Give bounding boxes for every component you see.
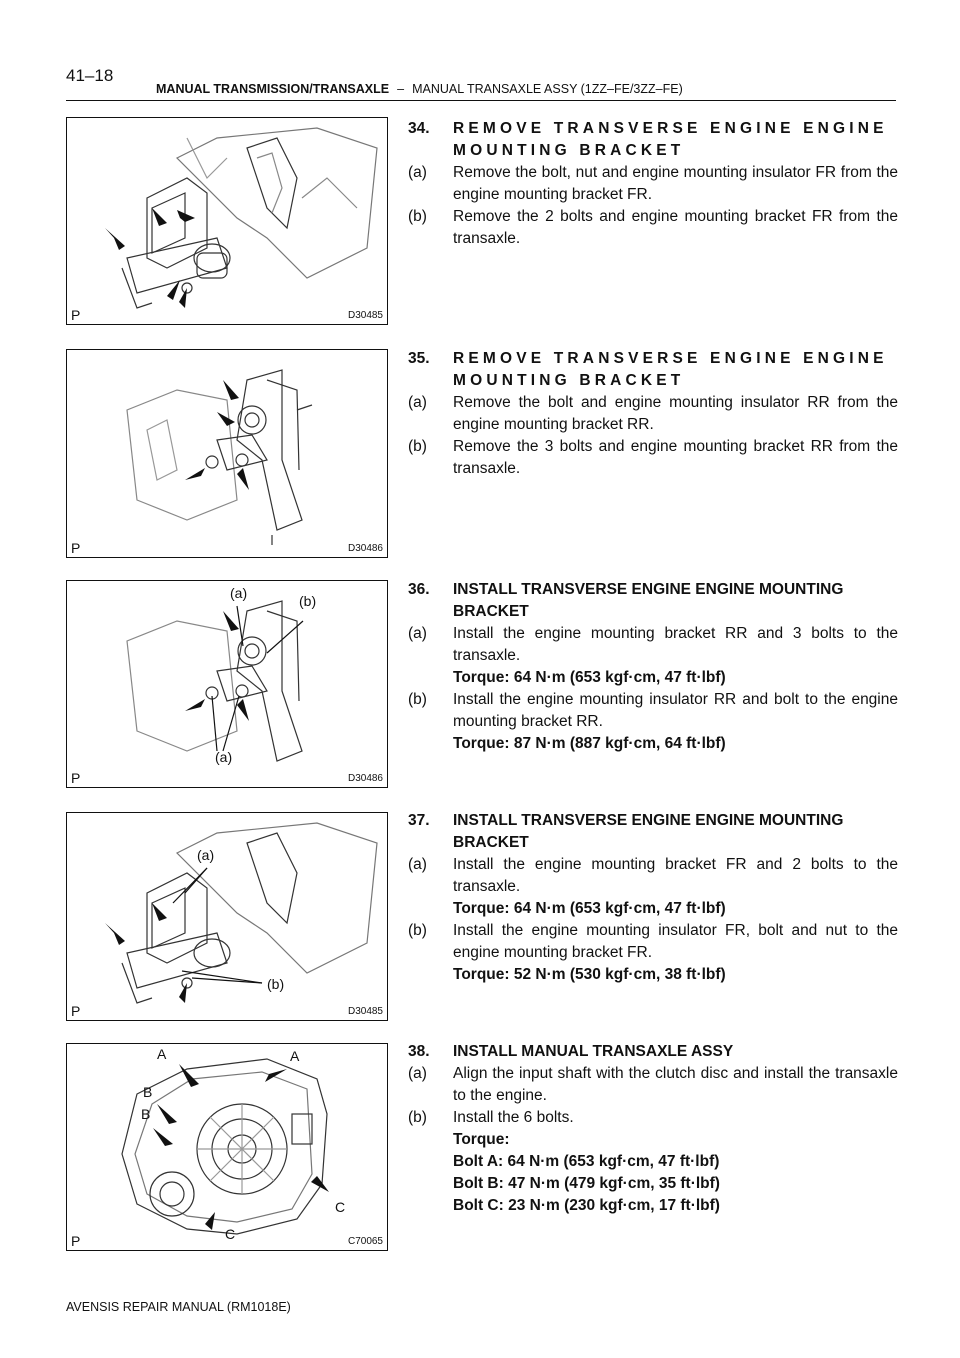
bolt-a-callout: A [157,1046,167,1062]
bracket-fr-install-illustration [67,813,388,1021]
step-heading: INSTALL MANUAL TRANSAXLE ASSY [453,1043,734,1060]
step-36 [408,579,898,755]
torque-spec-bolt-c: Bolt C: 23 N·m (230 kgf·cm, 17 ft·lbf) [453,1197,720,1214]
substep: (b) Install the 6 bolts. Torque: Bolt A: 64 N·m (653 kgf·cm, 47 ft·lbf) Bolt B: 47 N·m (479 kgf·cm, 35 ft·lbf) Bolt C: 23 N·m (230 kgf·cm, 17 ft·lbf) [408,1107,898,1217]
bracket-rr-illustration [67,350,388,558]
figure-p-marker: P [71,1233,81,1249]
section-title: MANUAL TRANSMISSION/TRANSAXLE [156,82,390,96]
figure-callout-a: (a) [230,585,248,601]
figure-p-marker: P [71,307,81,323]
header-separator: – [397,82,405,96]
figure-callout-a: (a) [197,847,215,863]
step-heading: REMOVE TRANSVERSE ENGINE ENGINE MOUNTING BRACKET [453,350,888,389]
torque-spec: Torque: 64 N·m (653 kgf·cm, 47 ft·lbf) [453,669,726,686]
step-number: 37. [408,812,430,829]
subsection-title: MANUAL TRANSAXLE ASSY (1ZZ–FE/3ZZ–FE) [412,82,683,96]
step-title [408,810,898,854]
substep: (a) Align the input shaft with the clutch disc and install the transaxle to the engine. [408,1065,898,1104]
substep: (b) Install the engine mounting insulator RR and bolt to the engine mounting bracket RR. Torque: 87 N·m (887 kgf·cm, 64 ft·lbf) [408,689,898,755]
step-heading: INSTALL TRANSVERSE ENGINE ENGINE MOUNTING BRACKET [453,812,844,851]
figure-code: D30486 [347,773,383,784]
torque-spec: Torque: 52 N·m (530 kgf·cm, 38 ft·lbf) [453,966,726,983]
figure-code: D30485 [347,310,383,321]
bolt-c-callout: C [225,1226,236,1242]
step-heading: INSTALL TRANSVERSE ENGINE ENGINE MOUNTING BRACKET [453,581,844,620]
header-rule [66,100,896,101]
figure-bracket-rr-removal [66,349,388,558]
bracket-fr-illustration [67,118,388,325]
step-number: 38. [408,1043,430,1060]
figure-code: C70065 [347,1236,383,1247]
bolt-b-callout: B [141,1106,151,1122]
figure-callout-a: (a) [215,749,233,765]
substep: (a) Remove the bolt, nut and engine mounting insulator FR from the engine mounting bracket FR. [408,164,898,203]
step-35 [408,348,898,480]
figure-bracket-rr-install [66,580,388,788]
step-title [408,579,898,623]
figure-bracket-fr-removal [66,117,388,325]
step-title [408,348,898,392]
substep: (a) Remove the bolt and engine mounting insulator RR from the engine mounting bracket RR. [408,394,898,433]
torque-heading: Torque: [453,1131,510,1148]
torque-spec-bolt-b: Bolt B: 47 N·m (479 kgf·cm, 35 ft·lbf) [453,1175,720,1192]
figure-transaxle-housing [66,1043,388,1251]
running-header [156,82,683,96]
figure-p-marker: P [71,1003,81,1019]
step-heading: REMOVE TRANSVERSE ENGINE ENGINE MOUNTING BRACKET [453,120,888,159]
figure-p-marker: P [71,540,81,556]
step-number: 36. [408,581,430,598]
torque-spec: Torque: 64 N·m (653 kgf·cm, 47 ft·lbf) [453,900,726,917]
step-34 [408,118,898,250]
figure-bracket-fr-install [66,812,388,1021]
torque-spec-bolt-a: Bolt A: 64 N·m (653 kgf·cm, 47 ft·lbf) [453,1153,720,1170]
figure-callout-b: (b) [267,976,285,992]
transaxle-housing-illustration [67,1044,388,1251]
bolt-c-callout: C [335,1199,346,1215]
footer-manual-id: AVENSIS REPAIR MANUAL (RM1018E) [66,1300,291,1314]
substep: (a) Install the engine mounting bracket FR and 2 bolts to the transaxle. Torque: 64 N·m (653 kgf·cm, 47 ft·lbf) [408,854,898,920]
figure-p-marker: P [71,770,81,786]
step-title [408,118,898,162]
step-number: 35. [408,350,430,367]
figure-code: D30486 [347,543,383,554]
bolt-a-callout: A [290,1048,300,1064]
substep: (a) Install the engine mounting bracket RR and 3 bolts to the transaxle. Torque: 64 N·m (653 kgf·cm, 47 ft·lbf) [408,623,898,689]
step-number: 34. [408,120,430,137]
substep: (b) Remove the 2 bolts and engine mounting bracket FR from the transaxle. [408,208,898,247]
step-38 [408,1041,898,1217]
bolt-b-callout: B [143,1084,153,1100]
figure-callout-b: (b) [299,593,317,609]
step-title [408,1041,898,1063]
figure-code: D30485 [347,1006,383,1017]
page-number: 41–18 [66,66,114,85]
substep: (b) Install the engine mounting insulator FR, bolt and nut to the engine mounting bracket FR. Torque: 52 N·m (530 kgf·cm, 38 ft·lbf) [408,920,898,986]
substep: (b) Remove the 3 bolts and engine mounting bracket RR from the transaxle. [408,438,898,477]
step-37 [408,810,898,986]
torque-spec: Torque: 87 N·m (887 kgf·cm, 64 ft·lbf) [453,735,726,752]
